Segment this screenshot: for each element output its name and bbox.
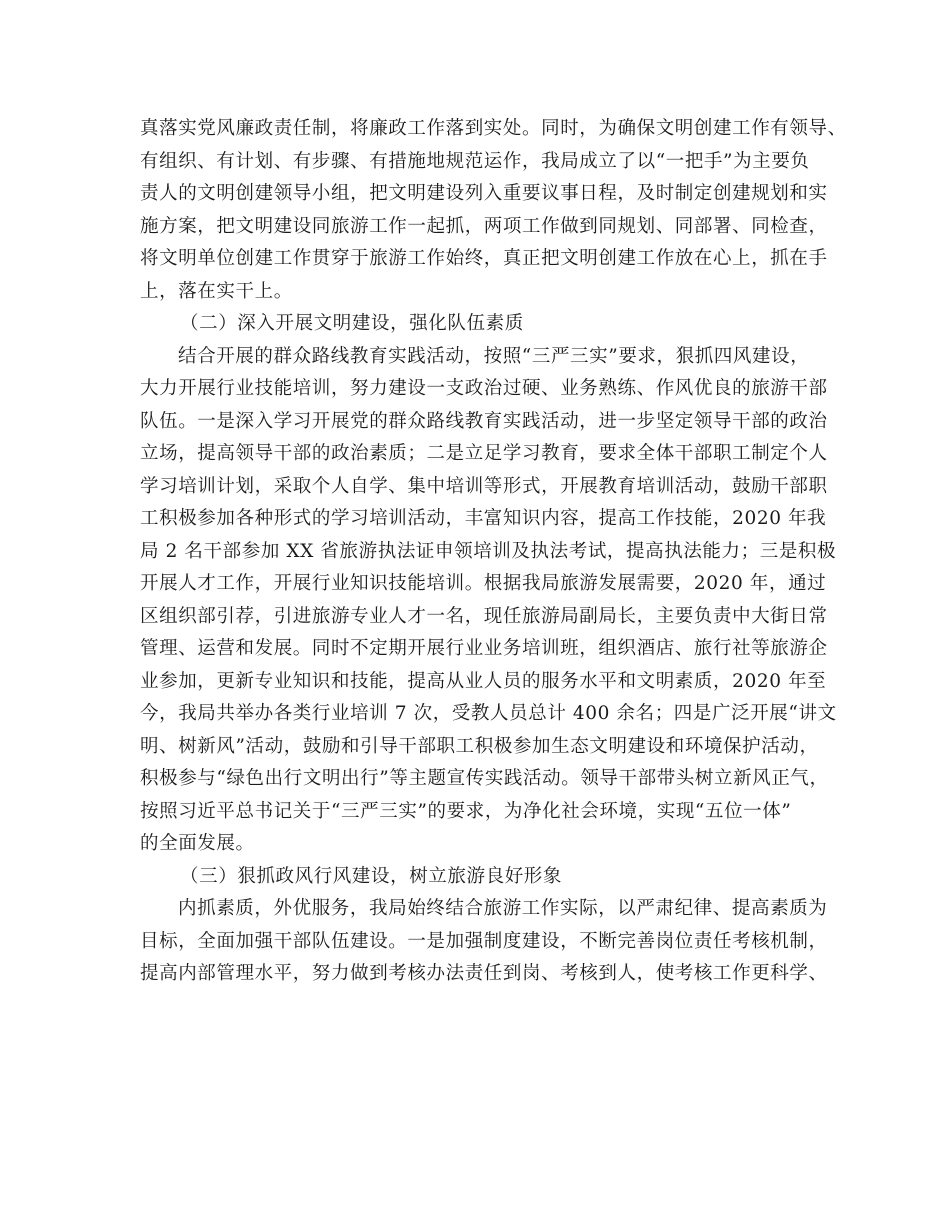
paragraph-line: 今，我局共举办各类行业培训 7 次，受教人员总计 400 余名；四是广泛开展“讲文: [140, 703, 837, 724]
section-heading: （二）深入开展文明建设，强化队伍素质: [180, 313, 524, 334]
paragraph-line: 工积极参加各种形式的学习培训活动，丰富知识内容，提高工作技能，2020 年我: [140, 508, 827, 529]
paragraph-line: 将文明单位创建工作贯穿于旅游工作始终，真正把文明创建工作放在心上，抓在手: [140, 248, 828, 269]
paragraph-line: 按照习近平总书记关于“三严三实”的要求，为净化社会环境，实现“五位一体”: [140, 800, 792, 822]
paragraph-line: 区组织部引荐，引进旅游专业人才一名，现任旅游局副局长，主要负责中大街日常: [140, 605, 828, 627]
paragraph-line: 施方案，把文明建设同旅游工作一起抓，两项工作做到同规划、同部署、同检查，: [140, 215, 828, 237]
paragraph-line: 提高内部管理水平，努力做到考核办法责任到岗、考核到人，使考核工作更科学、: [140, 963, 828, 984]
paragraph-line: 明、树新风”活动，鼓励和引导干部职工积极参加生态文明建设和环境保护活动，: [140, 735, 819, 757]
paragraph-line: 大力开展行业技能培训，努力建设一支政治过硬、业务熟练、作风优良的旅游干部: [140, 378, 828, 399]
paragraph-line: 的全面发展。: [140, 833, 255, 854]
paragraph-line: 队伍。一是深入学习开展党的群众路线教育实践活动，进一步坚定领导干部的政治: [140, 410, 828, 432]
paragraph-line: 学习培训计划，采取个人自学、集中培训等形式，开展教育培训活动，鼓励干部职: [140, 475, 828, 497]
paragraph-line: 责人的文明创建领导小组，把文明建设列入重要议事日程，及时制定创建规划和实: [140, 183, 828, 204]
paragraph-line: 业参加，更新专业知识和技能，提高从业人员的服务水平和文明素质，2020 年至: [140, 670, 827, 692]
section-heading: （三）狠抓政风行风建设，树立旅游良好形象: [180, 865, 563, 887]
paragraph-line: 真落实党风廉政责任制，将廉政工作落到实处。同时，为确保文明创建工作有领导、: [140, 118, 847, 139]
paragraph-line: 上，落在实干上。: [140, 280, 293, 302]
paragraph-line: 结合开展的群众路线教育实践活动，按照“三严三实”要求，狠抓四风建设，: [178, 345, 810, 367]
document-body: [140, 113, 847, 991]
paragraph-line: 管理、运营和发展。同时不定期开展行业业务培训班，组织酒店、旅行社等旅游企: [140, 638, 828, 659]
paragraph-line: 局 2 名干部参加 XX 省旅游执法证申领培训及执法考试，提高执法能力；三是积极: [140, 540, 837, 562]
paragraph-line: 目标，全面加强干部队伍建设。一是加强制度建设，不断完善岗位责任考核机制，: [140, 930, 828, 952]
paragraph-line: 立场，提高领导干部的政治素质；二是立足学习教育，要求全体干部职工制定个人: [140, 443, 828, 464]
paragraph-line: 有组织、有计划、有步骤、有措施地规范运作，我局成立了以“一把手”为主要负: [140, 150, 810, 172]
paragraph-line: 开展人才工作，开展行业知识技能培训。根据我局旅游发展需要，2020 年，通过: [140, 573, 827, 594]
paragraph-line: 内抓素质，外优服务，我局始终结合旅游工作实际，以严肃纪律、提高素质为: [178, 898, 828, 919]
paragraph-line: 积极参与“绿色出行文明出行”等主题宣传实践活动。领导干部带头树立新风正气，: [140, 768, 829, 789]
